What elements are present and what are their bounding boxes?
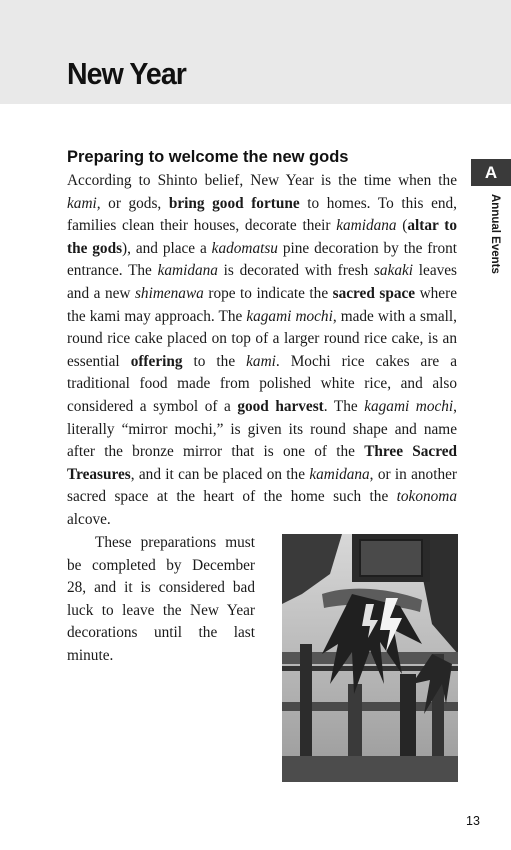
text-run: leaves and a new	[67, 262, 458, 302]
body-paragraph	[67, 170, 457, 532]
term-bold: altar to the gods	[67, 217, 457, 257]
term-italic: kami	[246, 352, 276, 370]
term-bold: Three Sacred Treasures	[67, 443, 457, 483]
term-italic: sakaki	[373, 262, 414, 280]
text-run: , literally “mirror mochi,” is given its round shape and name after the bronze mirror that is one of the	[67, 397, 457, 461]
text-run: ), and place a	[122, 239, 212, 257]
chapter-title: New Year	[67, 56, 186, 91]
term-italic: tokonoma	[396, 488, 457, 506]
term-bold: bring good fortune	[168, 194, 300, 212]
text-run: . The	[323, 397, 365, 415]
side-paragraph: These preparations must be completed by December 28, and it is considered bad luck to leave the New Year decorations until the last minute.	[67, 534, 255, 664]
text-run: , made with a small, round rice cake placed on top of a larger round rice cake, is an essential	[67, 307, 457, 370]
section-tab-label: Annual Events	[489, 194, 501, 274]
section-tab-letter: A	[471, 159, 511, 186]
term-italic: shimenawa	[134, 284, 204, 302]
term-italic: kagami mochi	[364, 397, 454, 415]
text-run: to the	[182, 352, 247, 370]
text-run: or gods,	[100, 194, 169, 212]
term-italic: kadomatsu	[211, 239, 278, 257]
text-run: where the kami may approach. The	[67, 284, 457, 325]
photo-illustration	[282, 534, 458, 782]
text-run: . Mochi rice cakes are a traditional food made from polished white rice, and also considered a symbol of a	[67, 352, 458, 415]
text-run: to homes. To this end, families clean their houses, decorate their	[67, 194, 457, 235]
text-run: pine decoration by the front entrance. The	[67, 239, 457, 280]
text-run: , or in another sacred space at the heart of the home such the	[67, 465, 457, 506]
term-bold: good harvest	[237, 397, 324, 415]
term-italic: kami,	[67, 194, 101, 212]
page-number: 13	[466, 814, 480, 828]
section-heading: Preparing to welcome the new gods	[67, 148, 349, 166]
term-italic: kagami mochi	[246, 307, 333, 325]
term-italic: kamidana	[336, 217, 397, 235]
text-run: rope to indicate the	[203, 284, 333, 302]
text-run: , and it can be placed on the	[130, 465, 310, 483]
text-run: is decorated with fresh	[217, 262, 374, 280]
text-run: alcove.	[67, 510, 111, 528]
text-run: (	[396, 217, 408, 235]
shrine-decoration-photo	[282, 534, 458, 782]
term-bold: sacred space	[332, 284, 416, 302]
text-run: According to Shinto belief, New Year is the time when the	[67, 172, 457, 189]
term-bold: offering	[130, 352, 183, 370]
term-italic: kamidana	[309, 465, 370, 483]
term-italic: kamidana	[157, 262, 218, 280]
